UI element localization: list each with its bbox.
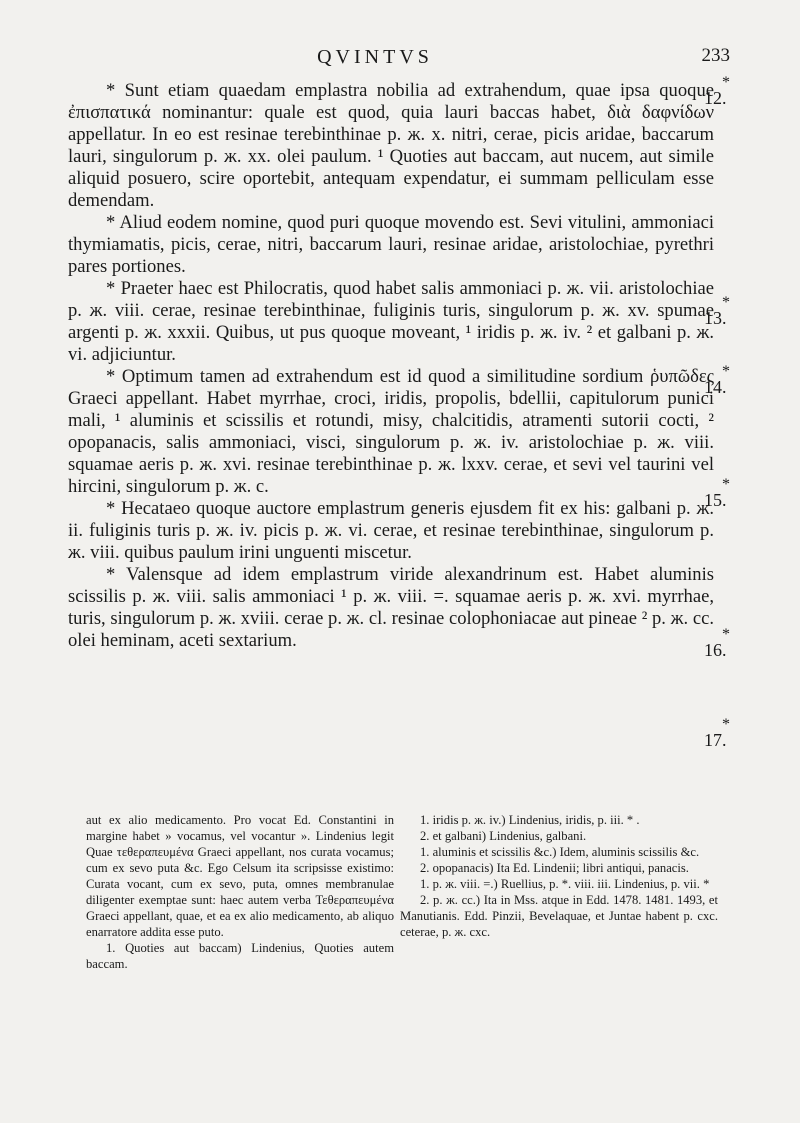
paragraph-13: * Aliud eodem nomine, quod puri quoque movendo est. Sevi vitulini, ammoniaci thymiamatis, picis, cerae, nitri, baccarum lauri, resinae aridae, aristolochiae, pyrethri pares portiones. [68, 212, 714, 277]
main-text [68, 80, 714, 652]
paragraph-15: * Optimum tamen ad extrahendum est id quod a similitudine sordium ῥυπῶδες Graeci appellant. Habet myrrhae, croci, iridis, propolis, bdellii, capitulorum punici mali, ¹ aluminis et scissilis et rotundi, misy, chalcitidis, atramenti sutorii cocti, ² opopanacis, salis ammoniaci, visci, singulorum p. ж. iv. aristolochiae p. ж. viii. squamae aeris p. ж. xvi. resinae terebinthinae p. ж. lxxv. cerae, et sevi vel taurini vel hircini, singulorum p. ж. c. [68, 366, 714, 497]
page-number: 233 [701, 45, 730, 66]
paragraph-12: * Sunt etiam quaedam emplastra nobilia ad extrahendum, quae ipsa quoque ἐπισπατικά nominantur: quale est quod, quia lauri baccas habet, διὰ δαφνίδων appellatur. In eo est resinae terebinthinae p. ж. x. nitri, cerae, picis aridae, baccarum lauri, singulorum p. ж. xx. olei paulum. ¹ Quoties aut baccam, aut nucem, aut simile aliquid posuero, scire oportebit, antequam expendatur, ei summam pelliculam esse demendam. [68, 80, 714, 211]
paragraph-17: * Valensque ad idem emplastrum viride alexandrinum est. Habet aluminis scissilis p. ж. viii. salis ammoniaci ¹ p. ж. viii. =. squamae aeris p. ж. xvi. myrrhae, turis, singulorum p. ж. xviii. cerae p. ж. cl. resinae colophoniacae aut pineae ² p. ж. cc. olei heminam, aceti sextarium. [68, 564, 714, 651]
running-head: QVINTVS [317, 46, 433, 68]
margin-number-label: 14. [704, 377, 727, 397]
footnote: 1. p. ж. viii. =.) Ruellius, p. *. viii. iii. Lindenius, p. vii. * [420, 877, 710, 891]
margin-number-label: 13. [704, 308, 727, 328]
footnote: 2. opopanacis) Ita Ed. Lindenii; libri antiqui, panacis. [420, 861, 689, 875]
margin-number-label: 15. [704, 490, 727, 510]
footnote: 1. iridis p. ж. iv.) Lindenius, iridis, p. iii. * . [420, 813, 640, 827]
margin-number-label: 12. [704, 88, 727, 108]
paragraph-16: * Hecataeo quoque auctore emplastrum generis ejusdem fit ex his: galbani p. ж. ii. fuliginis turis p. ж. iv. picis p. ж. vi. cerae, et resinae terebinthinae, singulorum p. ж. viii. quibus paulum irini unguenti miscetur. [68, 498, 714, 563]
footnote: aut ex alio medicamento. Pro vocat Ed. Constantini in margine habet » vocamus, vel vocantur ». Lindenius legit Quae τεθεραπευμένα Graeci appellant, nos curata vocamus; cum ex sevo puta &c. Ego Celsum ita scripsisse existimo: Curata vocant, cum ex sevo, puta, omnes membranulae diligenter exemptae sunt: haec autem verba Τεθεραπευμένα Graeci appellant, quae, et ea ex alio medicamento, ab aliquo enarratore addita esse puto. [86, 813, 394, 939]
margin-star: * [722, 716, 730, 733]
footnote: 1. aluminis et scissilis &c.) Idem, aluminis scissilis &c. [420, 845, 700, 859]
margin-number-17 [704, 716, 754, 751]
margin-star: * [722, 476, 730, 493]
margin-number-label: 16. [704, 640, 727, 660]
footnote: 1. Quoties aut baccam) Lindenius, Quoties autem baccam. [86, 941, 394, 971]
margin-star: * [722, 363, 730, 380]
margin-number-label: 17. [704, 730, 727, 750]
footnotes-right-column [400, 812, 718, 940]
footnotes-left-column [86, 812, 394, 972]
footnote: 2. et galbani) Lindenius, galbani. [420, 829, 587, 843]
footnote: 2. p. ж. cc.) Ita in Mss. atque in Edd. 1478. 1481. 1493, et Manutianis. Edd. Pinzii, Bevelaquae, et Juntae habent p. cxc. ceterae, p. ж. cxc. [400, 893, 718, 939]
margin-star: * [722, 626, 730, 643]
margin-star: * [722, 294, 730, 311]
paragraph-14: * Praeter haec est Philocratis, quod habet salis ammoniaci p. ж. vii. aristolochiae p. ж. viii. cerae, resinae terebinthinae, fuliginis turis, singulorum p. ж. xv. spumae argenti p. ж. xxxii. Quibus, ut pus quoque moveant, ¹ iridis p. ж. iv. ² et galbani p. ж. vi. adjiciuntur. [68, 278, 714, 365]
margin-star: * [722, 74, 730, 91]
